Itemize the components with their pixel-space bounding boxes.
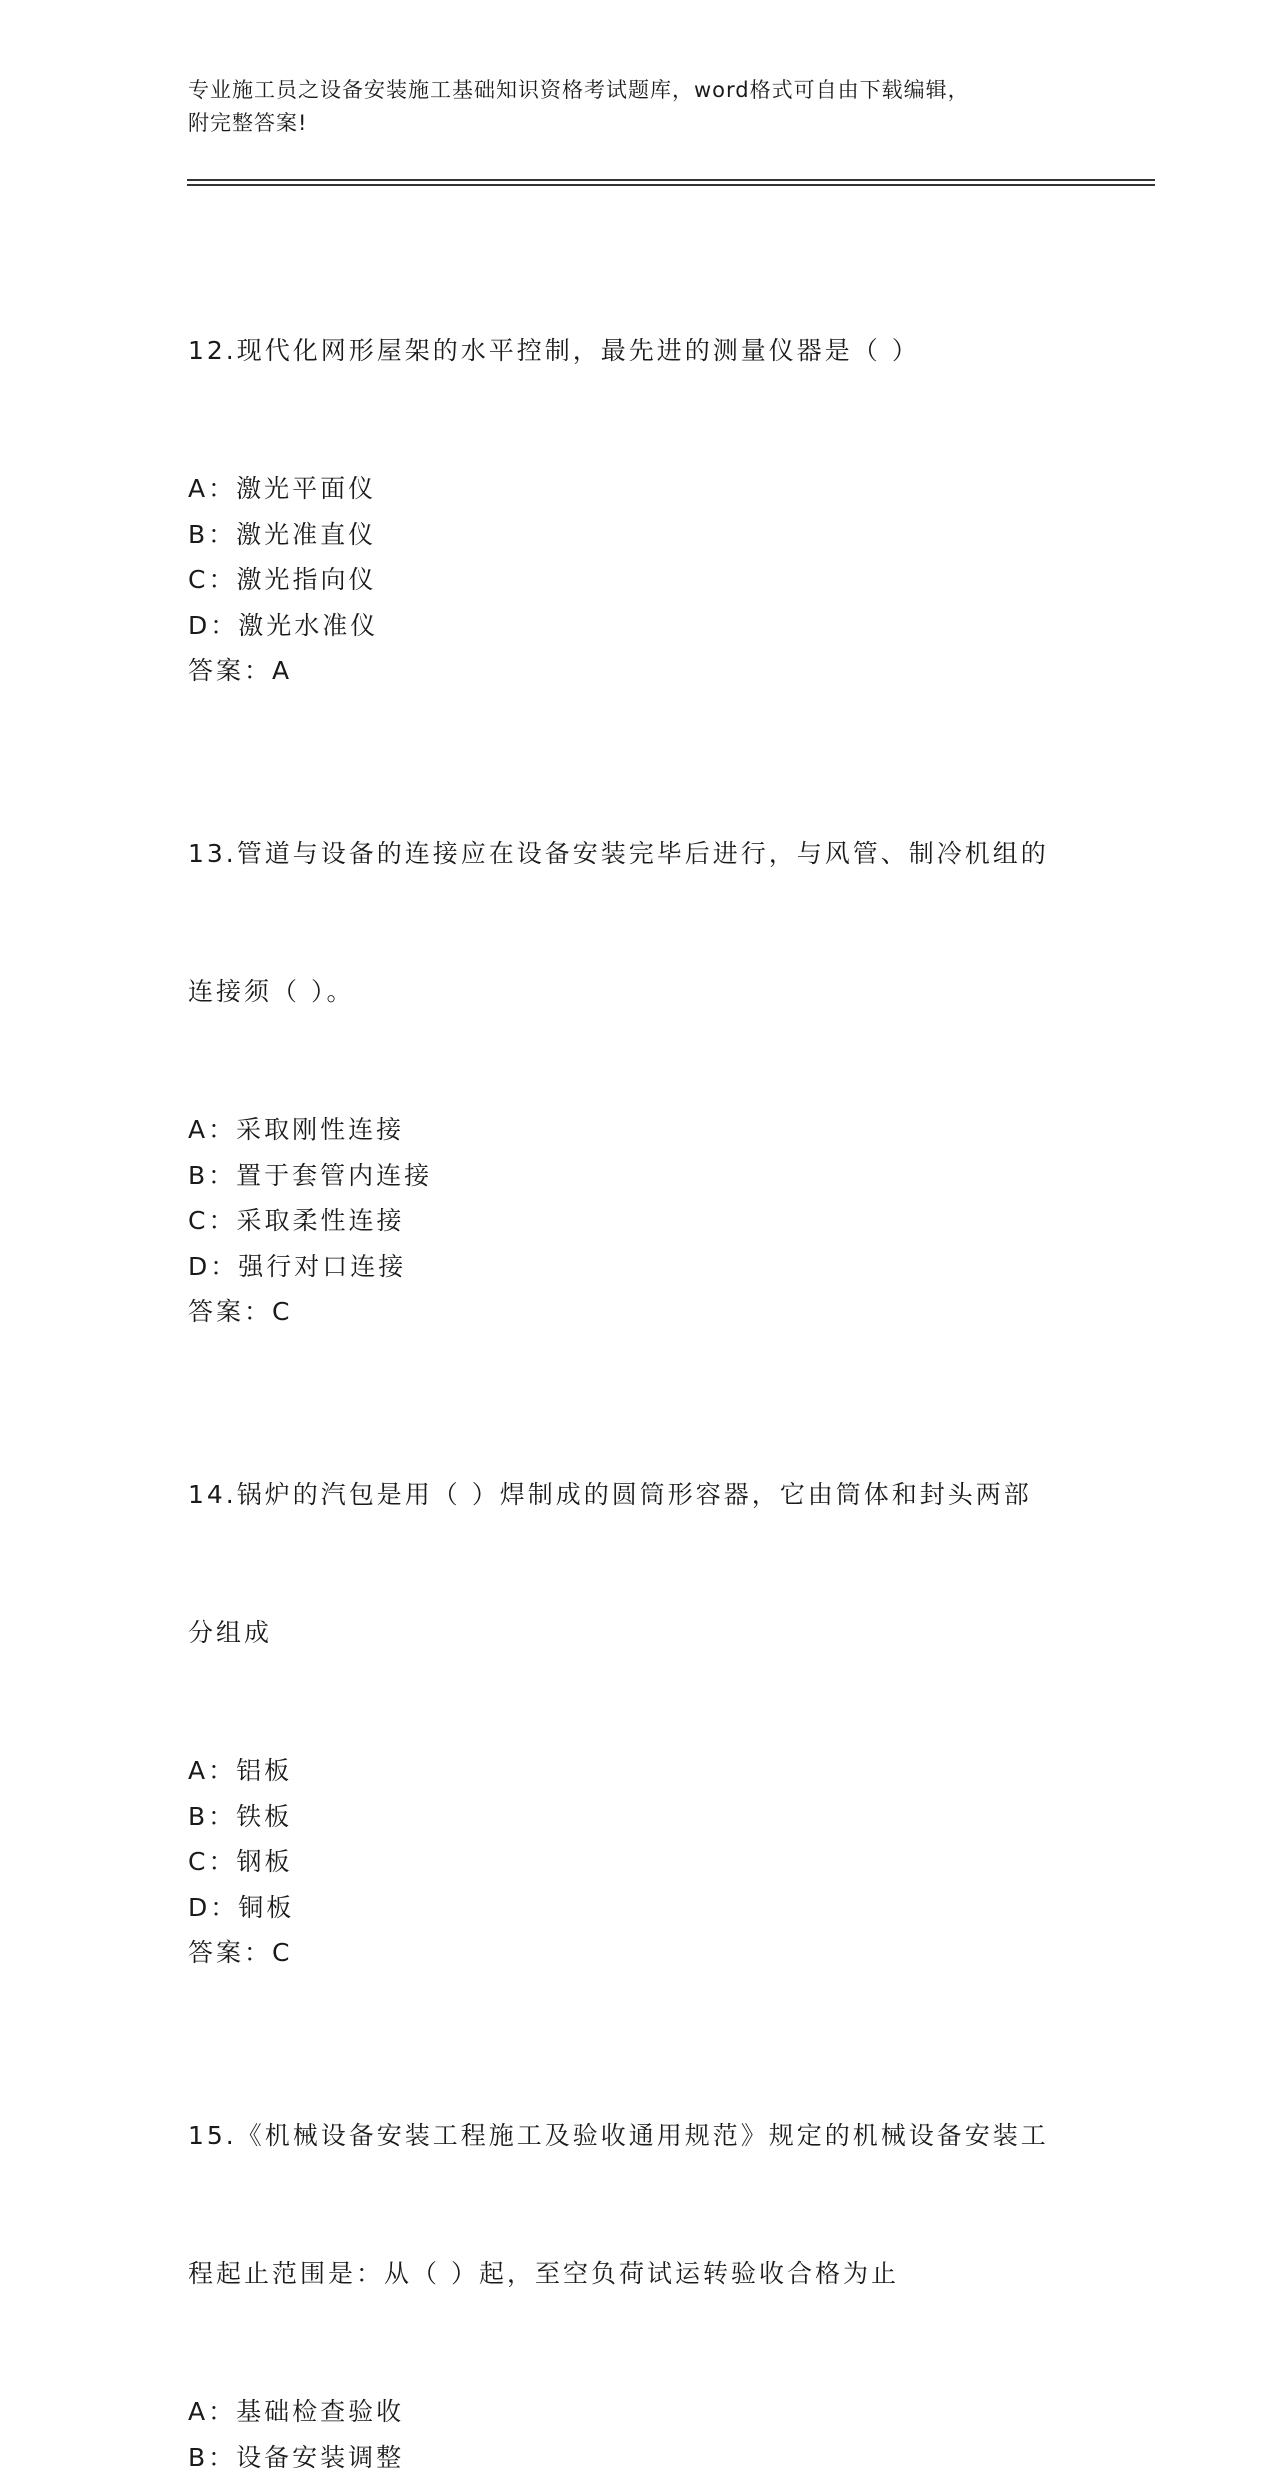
answer-line: 答案：A <box>188 648 1088 694</box>
option-b: B：铁板 <box>188 1794 1088 1840</box>
option-d: D：激光水准仪 <box>188 603 1088 649</box>
header-title-line-1: 专业施工员之设备安装施工基础知识资格考试题库，word格式可自由下载编辑， <box>188 74 1088 107</box>
question-stem-line: 13.管道与设备的连接应在设备安装完毕后进行，与风管、制冷机组的 <box>188 831 1088 877</box>
option-c: C：激光指向仪 <box>188 557 1088 603</box>
option-d: D：强行对口连接 <box>188 1244 1088 1290</box>
question-12 <box>188 236 1088 694</box>
question-stem-line: 程起止范围是：从（ ）起，至空负荷试运转验收合格为止 <box>188 2251 1088 2297</box>
option-a: A：激光平面仪 <box>188 466 1088 512</box>
question-stem-line: 分组成 <box>188 1610 1088 1656</box>
option-c: C：采取柔性连接 <box>188 1198 1088 1244</box>
option-d: D：铜板 <box>188 1885 1088 1931</box>
question-stem-line: 12.现代化网形屋架的水平控制，最先进的测量仪器是（ ） <box>188 328 1088 374</box>
answer-line: 答案：C <box>188 1930 1088 1976</box>
option-b: B：激光准直仪 <box>188 512 1088 558</box>
question-stem-line: 14.锅炉的汽包是用（ ）焊制成的圆筒形容器，它由筒体和封头两部 <box>188 1472 1088 1518</box>
question-spacer <box>188 1976 1088 2021</box>
question-list <box>188 236 1088 2480</box>
question-stem-line: 15.《机械设备安装工程施工及验收通用规范》规定的机械设备安装工 <box>188 2113 1088 2159</box>
question-stem <box>188 2021 1088 2389</box>
question-14 <box>188 1380 1088 1976</box>
header-divider-bottom <box>187 184 1155 186</box>
option-c: C：钢板 <box>188 1839 1088 1885</box>
option-a: A：采取刚性连接 <box>188 1107 1088 1153</box>
option-a: A：铝板 <box>188 1748 1088 1794</box>
question-stem-line: 连接须（ ）。 <box>188 969 1088 1015</box>
question-spacer <box>188 694 1088 739</box>
header-divider-top <box>187 179 1155 181</box>
question-stem <box>188 739 1088 1107</box>
option-b: B：设备安装调整 <box>188 2435 1088 2480</box>
question-stem <box>188 1380 1088 1748</box>
question-15 <box>188 2021 1088 2480</box>
question-stem <box>188 236 1088 466</box>
option-a: A：基础检查验收 <box>188 2389 1088 2435</box>
answer-line: 答案：C <box>188 1289 1088 1335</box>
header-title-line-2: 附完整答案! <box>188 107 1088 140</box>
document-header <box>188 74 1088 140</box>
question-spacer <box>188 1335 1088 1380</box>
option-b: B：置于套管内连接 <box>188 1153 1088 1199</box>
question-13 <box>188 739 1088 1335</box>
